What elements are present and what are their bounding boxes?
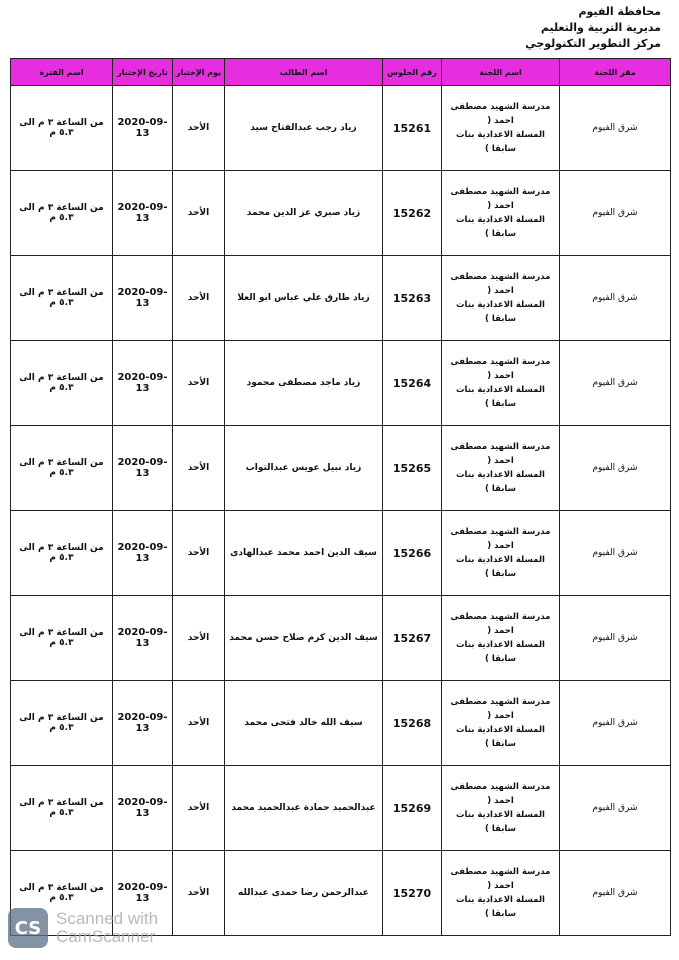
- camscanner-logo-icon: CS: [8, 908, 48, 948]
- committee-line-1: مدرسة الشهيد مصطفى احمد (: [450, 867, 551, 891]
- committee-cell: [442, 681, 560, 766]
- table-row: [11, 256, 671, 341]
- period-cell: من الساعة ٣ م الى ٥.٣ م: [11, 426, 113, 511]
- period-cell: من الساعة ٣ م الى ٥.٣ م: [11, 681, 113, 766]
- committee-cell: [442, 426, 560, 511]
- exam-date-cell: 2020-09-13: [113, 766, 173, 851]
- scanned-with-text: Scanned with: [56, 909, 159, 928]
- period-cell: من الساعة ٣ م الى ٥.٣ م: [11, 596, 113, 681]
- student-name-cell: زياد نبيل عويس عبدالتواب: [225, 426, 383, 511]
- table-row: [11, 596, 671, 681]
- student-name-cell: زياد صبري عز الدين محمد: [225, 171, 383, 256]
- student-name-cell: عبدالحميد حمادة عبدالحميد محمد: [225, 766, 383, 851]
- hq-cell: شرق الفيوم: [560, 766, 671, 851]
- committee-line-1: مدرسة الشهيد مصطفى احمد (: [450, 697, 551, 721]
- col-header-committee: اسم اللجنة: [442, 59, 560, 86]
- committee-cell: [442, 766, 560, 851]
- hq-cell: شرق الفيوم: [560, 511, 671, 596]
- student-name-cell: زياد رجب عبدالفتاح سيد: [225, 86, 383, 171]
- exam-schedule-table: [10, 58, 671, 936]
- committee-line-2: المسلة الاعدادية بنات سابقا ): [456, 300, 545, 324]
- exam-day-cell: الأحد: [173, 86, 225, 171]
- hq-cell: شرق الفيوم: [560, 596, 671, 681]
- committee-line-1: مدرسة الشهيد مصطفى احمد (: [450, 272, 551, 296]
- committee-cell: [442, 511, 560, 596]
- exam-day-cell: الأحد: [173, 511, 225, 596]
- committee-line-1: مدرسة الشهيد مصطفى احمد (: [450, 102, 551, 126]
- hq-cell: شرق الفيوم: [560, 171, 671, 256]
- hq-cell: شرق الفيوم: [560, 256, 671, 341]
- committee-line-2: المسلة الاعدادية بنات سابقا ): [456, 130, 545, 154]
- table-row: [11, 341, 671, 426]
- col-header-period: اسم الفترة: [11, 59, 113, 86]
- student-name-cell: سيف الدين كرم صلاح حسن محمد: [225, 596, 383, 681]
- committee-line-1: مدرسة الشهيد مصطفى احمد (: [450, 187, 551, 211]
- student-name-cell: زياد طارق علي عباس ابو العلا: [225, 256, 383, 341]
- committee-cell: [442, 596, 560, 681]
- seat-number-cell: 15270: [383, 851, 442, 936]
- col-header-date: تاريخ الإختبار: [113, 59, 173, 86]
- document-header: [525, 4, 661, 52]
- table-row: [11, 171, 671, 256]
- table-row: [11, 511, 671, 596]
- exam-date-cell: 2020-09-13: [113, 681, 173, 766]
- period-cell: من الساعة ٣ م الى ٥.٣ م: [11, 341, 113, 426]
- committee-line-2: المسلة الاعدادية بنات سابقا ): [456, 810, 545, 834]
- exam-date-cell: 2020-09-13: [113, 341, 173, 426]
- committee-line-2: المسلة الاعدادية بنات سابقا ): [456, 470, 545, 494]
- committee-cell: [442, 86, 560, 171]
- col-header-day: يوم الإختبار: [173, 59, 225, 86]
- seat-number-cell: 15265: [383, 426, 442, 511]
- seat-number-cell: 15261: [383, 86, 442, 171]
- directorate-title: مديرية التربية والتعليم: [540, 21, 661, 34]
- period-cell: من الساعة ٣ م الى ٥.٣ م: [11, 851, 113, 936]
- col-header-name: اسم الطالب: [225, 59, 383, 86]
- committee-cell: [442, 851, 560, 936]
- center-title: مركز التطوير التكنولوجي: [525, 37, 661, 50]
- exam-day-cell: الأحد: [173, 681, 225, 766]
- exam-day-cell: الأحد: [173, 426, 225, 511]
- student-name-cell: سيف الله خالد فتحى محمد: [225, 681, 383, 766]
- table-header-row: [11, 59, 671, 86]
- exam-day-cell: الأحد: [173, 596, 225, 681]
- seat-number-cell: 15262: [383, 171, 442, 256]
- exam-date-cell: 2020-09-13: [113, 851, 173, 936]
- exam-date-cell: 2020-09-13: [113, 511, 173, 596]
- committee-line-2: المسلة الاعدادية بنات سابقا ): [456, 555, 545, 579]
- exam-day-cell: الأحد: [173, 851, 225, 936]
- committee-line-1: مدرسة الشهيد مصطفى احمد (: [450, 442, 551, 466]
- exam-day-cell: الأحد: [173, 766, 225, 851]
- student-name-cell: سيف الدين احمد محمد عبدالهادى: [225, 511, 383, 596]
- seat-number-cell: 15266: [383, 511, 442, 596]
- col-header-hq: مقر اللجنة: [560, 59, 671, 86]
- seat-number-cell: 15269: [383, 766, 442, 851]
- committee-line-1: مدرسة الشهيد مصطفى احمد (: [450, 782, 551, 806]
- committee-line-1: مدرسة الشهيد مصطفى احمد (: [450, 612, 551, 636]
- period-cell: من الساعة ٣ م الى ٥.٣ م: [11, 86, 113, 171]
- committee-line-1: مدرسة الشهيد مصطفى احمد (: [450, 357, 551, 381]
- table-row: [11, 426, 671, 511]
- table-row: [11, 766, 671, 851]
- table-row: [11, 86, 671, 171]
- exam-schedule-table-wrapper: [10, 58, 670, 936]
- seat-number-cell: 15268: [383, 681, 442, 766]
- hq-cell: شرق الفيوم: [560, 341, 671, 426]
- table-body: [11, 86, 671, 936]
- committee-line-2: المسلة الاعدادية بنات سابقا ): [456, 725, 545, 749]
- committee-cell: [442, 171, 560, 256]
- period-cell: من الساعة ٣ م الى ٥.٣ م: [11, 766, 113, 851]
- committee-line-2: المسلة الاعدادية بنات سابقا ): [456, 215, 545, 239]
- col-header-seat: رقم الجلوس: [383, 59, 442, 86]
- governorate-title: محافظة الفيوم: [578, 5, 661, 18]
- committee-line-2: المسلة الاعدادية بنات سابقا ): [456, 640, 545, 664]
- committee-line-2: المسلة الاعدادية بنات سابقا ): [456, 385, 545, 409]
- hq-cell: شرق الفيوم: [560, 851, 671, 936]
- exam-date-cell: 2020-09-13: [113, 256, 173, 341]
- exam-date-cell: 2020-09-13: [113, 596, 173, 681]
- exam-day-cell: الأحد: [173, 171, 225, 256]
- exam-date-cell: 2020-09-13: [113, 171, 173, 256]
- seat-number-cell: 15263: [383, 256, 442, 341]
- camscanner-text: [56, 910, 158, 946]
- seat-number-cell: 15264: [383, 341, 442, 426]
- hq-cell: شرق الفيوم: [560, 681, 671, 766]
- committee-line-1: مدرسة الشهيد مصطفى احمد (: [450, 527, 551, 551]
- camscanner-brand-text: CamScanner: [56, 927, 156, 946]
- table-row: [11, 681, 671, 766]
- hq-cell: شرق الفيوم: [560, 86, 671, 171]
- committee-cell: [442, 256, 560, 341]
- student-name-cell: زياد ماجد مصطفى محمود: [225, 341, 383, 426]
- seat-number-cell: 15267: [383, 596, 442, 681]
- hq-cell: شرق الفيوم: [560, 426, 671, 511]
- period-cell: من الساعة ٣ م الى ٥.٣ م: [11, 511, 113, 596]
- exam-day-cell: الأحد: [173, 341, 225, 426]
- committee-cell: [442, 341, 560, 426]
- exam-date-cell: 2020-09-13: [113, 86, 173, 171]
- committee-line-2: المسلة الاعدادية بنات سابقا ): [456, 895, 545, 919]
- exam-date-cell: 2020-09-13: [113, 426, 173, 511]
- period-cell: من الساعة ٣ م الى ٥.٣ م: [11, 171, 113, 256]
- period-cell: من الساعة ٣ م الى ٥.٣ م: [11, 256, 113, 341]
- camscanner-watermark: [8, 908, 158, 948]
- student-name-cell: عبدالرحمن رضا حمدى عبدالله: [225, 851, 383, 936]
- exam-day-cell: الأحد: [173, 256, 225, 341]
